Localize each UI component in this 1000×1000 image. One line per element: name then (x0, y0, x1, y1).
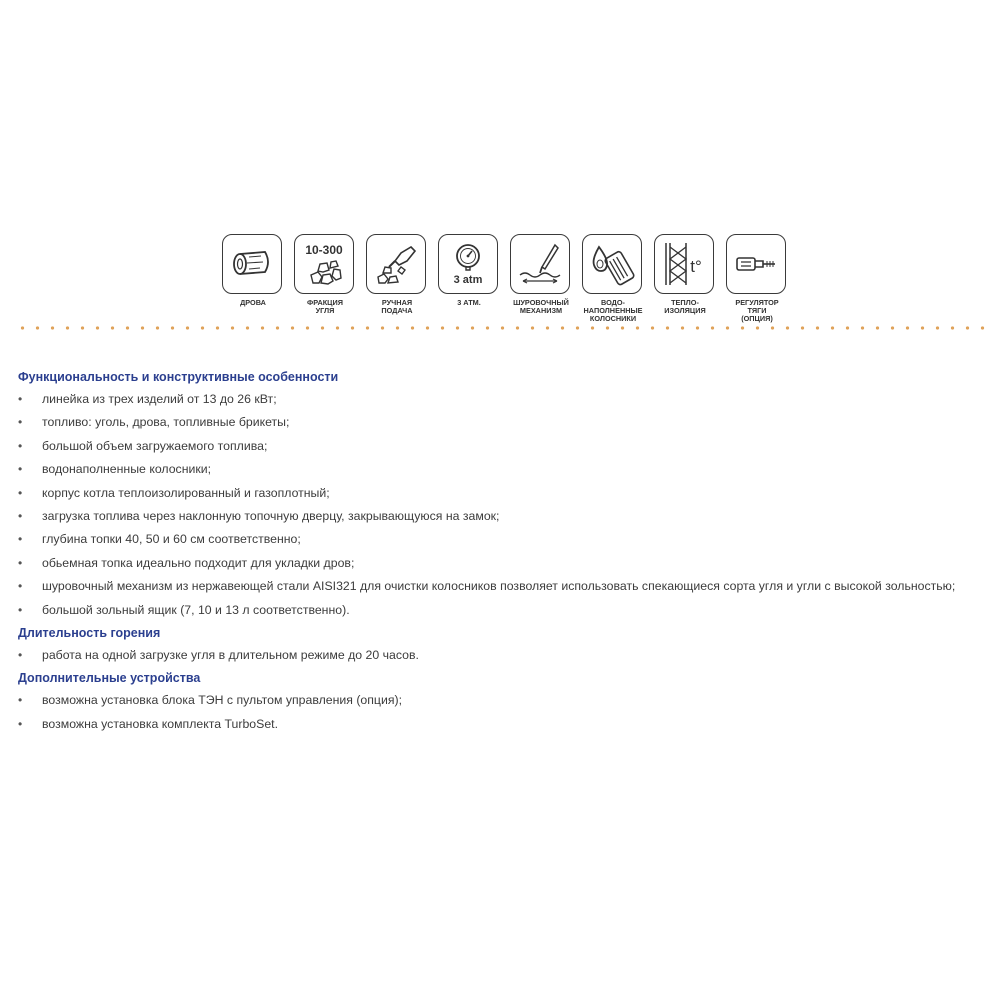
icon-caption: РУЧНАЯ ПОДАЧА (381, 298, 413, 315)
firewood-icon (227, 239, 277, 289)
coal-fraction-icon (299, 239, 349, 289)
icon-card-draft-regulator (726, 234, 788, 323)
list-item: • загрузка топлива через наклонную топочную дверцу, закрывающуюся на замок; (18, 505, 988, 528)
pressure-badge: 3 atm (453, 274, 483, 286)
icon-caption: ФРАКЦИЯ УГЛЯ (307, 298, 343, 315)
list-item: • большой зольный ящик (7, 10 и 13 л соответственно). (18, 599, 988, 622)
icon-caption: 3 АТМ. (457, 298, 481, 307)
manual-feed-icon (371, 239, 421, 289)
icon-caption: ТЕПЛО- ИЗОЛЯЦИЯ (664, 298, 706, 315)
list-item: • корпус котла теплоизолированный и газоплотный; (18, 482, 988, 505)
icon-card-water-grate (582, 234, 644, 323)
list-item: • водонаполненные колосники; (18, 458, 988, 481)
icon-caption: ШУРОВОЧНЫЙ МЕХАНИЗМ (513, 298, 569, 315)
icon-card-coal-fraction (294, 234, 356, 315)
description-content (18, 366, 988, 736)
list-item: • топливо: уголь, дрова, топливные брикеты; (18, 411, 988, 434)
fraction-badge: 10-300 (305, 243, 343, 257)
list-item: • линейка из трех изделий от 13 до 26 кВт; (18, 388, 988, 411)
icon-card-pressure (438, 234, 500, 307)
features-list (18, 388, 988, 622)
burning-list (18, 644, 988, 667)
pressure-gauge-icon (443, 239, 493, 289)
poker-mechanism-icon (515, 239, 565, 289)
icon-card-firewood (222, 234, 284, 307)
icon-caption: РЕГУЛЯТОР ТЯГИ (ОПЦИЯ) (735, 298, 779, 323)
list-item: • шуровочный механизм из нержавеющей стали AISI321 для очистки колосников позволяет использовать спекающиеся сорта угля и угли с высокой зольностью; (18, 575, 988, 598)
icon-caption: ВОДО- НАПОЛНЕННЫЕ КОЛОСНИКИ (583, 298, 643, 323)
icon-card-insulation (654, 234, 716, 315)
list-item: • возможна установка блока ТЭН с пультом управления (опция); (18, 689, 988, 712)
icon-card-manual-feed (366, 234, 428, 315)
temperature-badge: t° (690, 257, 702, 276)
icon-card-poker (510, 234, 572, 315)
section-heading-burning: Длительность горения (18, 625, 161, 640)
section-heading-features: Функциональность и конструктивные особенности (18, 370, 339, 384)
list-item: • возможна установка комплекта TurboSet. (18, 713, 988, 736)
list-item: • глубина топки 40, 50 и 60 см соответственно; (18, 528, 988, 551)
dotted-divider (15, 326, 985, 330)
icon-caption: ДРОВА (240, 298, 266, 307)
list-item: • большой объем загружаемого топлива; (18, 435, 988, 458)
feature-icons-row (222, 234, 790, 334)
extras-list (18, 689, 988, 736)
list-item: • обьемная топка идеально подходит для укладки дров; (18, 552, 988, 575)
thermal-insulation-icon (659, 239, 709, 289)
draft-regulator-icon (731, 239, 781, 289)
water-grate-icon (587, 239, 637, 289)
section-heading-extras: Дополнительные устройства (18, 671, 201, 686)
list-item: • работа на одной загрузке угля в длительном режиме до 20 часов. (18, 644, 988, 667)
